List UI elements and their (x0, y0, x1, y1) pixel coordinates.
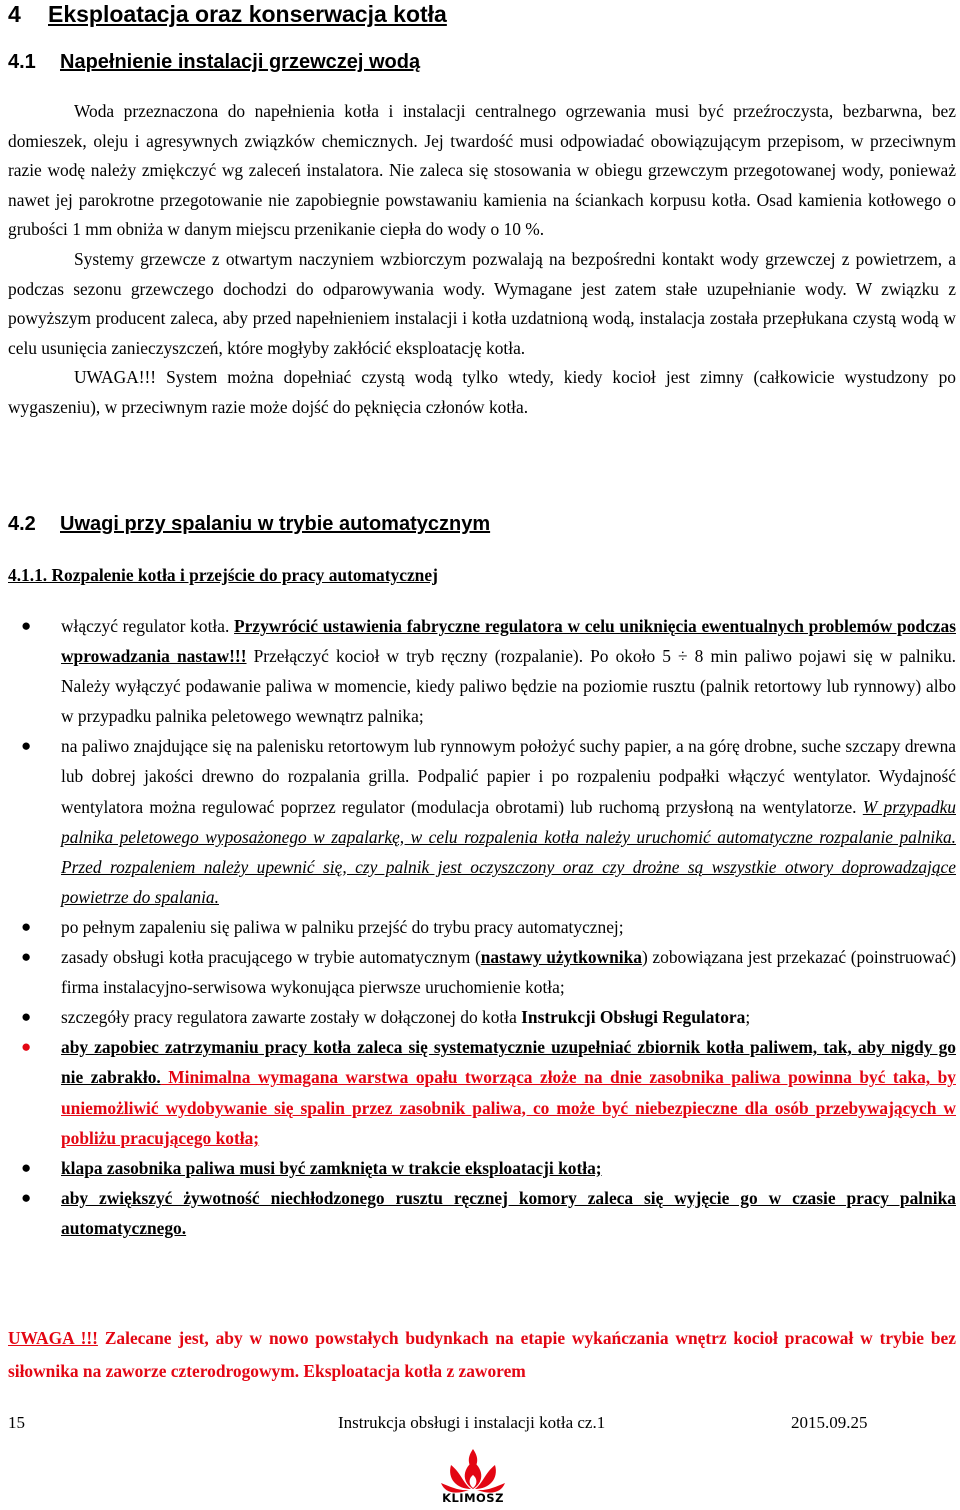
bullet-icon-red: ● (21, 1037, 32, 1057)
list-item: ● zasady obsługi kotła pracującego w trybie automatycznym (nastawy użytkownika) zobowiązana jest przekazać (poinstruować) firma instalacyjno-serwisowa wykonująca pierwsze uruchomienie kotła; (8, 942, 956, 1002)
bullet-icon: ● (21, 1007, 32, 1027)
page-number: 15 (8, 1413, 25, 1432)
warning-label: UWAGA !!! (8, 1328, 98, 1348)
subsection-heading-4-1 (8, 51, 420, 74)
section-number: 4 (8, 1, 21, 27)
section-title: Eksploatacja oraz konserwacja kotła (48, 1, 447, 27)
paragraph-water-quality: Woda przeznaczona do napełnienia kotła i instalacji centralnego ogrzewania musi być przeźroczysta, bezbarwna, bez domieszek, oleju i agresywnych związków chemicznych. Jej twardość musi odpowiadać obowiązującym przepisom, w przeciwnym razie wodę należy zmiękczyć wg zaleceń instalatora. Nie zaleca się stosowania w obiegu grzewczym przegotowanej wody, ponieważ nawet jej parokrotne przegotowanie nie zapobiegnie powstawaniu kamienia na ściankach korpusu kotła. Osad kamienia kotłowego o grubości 1 mm obniża w danym miejscu przenikanie ciepła do wody o 10 %. (8, 101, 956, 240)
klimosz-logo (433, 1447, 513, 1505)
bullet-icon: ● (21, 947, 32, 967)
list-item: ● po pełnym zapaleniu się paliwa w palniku przejść do trybu pracy automatycznej; (8, 912, 956, 942)
instruction-list (8, 611, 956, 1243)
bullet-icon: ● (21, 1187, 32, 1207)
footer-title: Instrukcja obsługi i instalacji kotła cz.1 (338, 1413, 606, 1432)
list-item: ● na paliwo znajdujące się na palenisku retortowym lub rynnowym położyć suchy papier, a na górę drobne, suche szczapy drewna lub dobrej jakości drewno do rozpalania grilla. Podpalić papier i po rozpaleniu podpałki włączyć wentylator. Wydajność wentylatora można regulować poprzez regulator (modulacja obrotami) lub ruchomą przysłoną na wentylatorze. W przypadku palnika peletowego wyposażonego w zapalarkę, w celu rozpalenia kotła należy uruchomić automatyczne rozpalanie palnika. Przed rozpaleniem należy upewnić się, czy palnik jest oczyszczony oraz czy drożne są wszystkie otwory doprowadzające powietrze do spalania. (8, 731, 956, 912)
subsubsection-heading: 4.1.1. Rozpalenie kotła i przejście do pracy automatycznej (8, 565, 438, 585)
bullet-icon: ● (21, 1157, 32, 1177)
footer-date: 2015.09.25 (791, 1413, 868, 1432)
list-item: ● szczegóły pracy regulatora zawarte zostały w dołączonej do kotła Instrukcji Obsługi Regulatora; (8, 1002, 956, 1032)
list-item: ● aby zapobiec zatrzymaniu pracy kotła zaleca się systematycznie uzupełniać zbiornik kotła paliwem, tak, aby nigdy go nie zabrakło. Minimalna wymagana warstwa opału tworząca złoże na dnie zasobnika paliwa powinna być taka, by uniemożliwić wydobywanie się spalin przez zasobnik paliwa, co może być niebezpieczne dla osób przebywających w pobliżu pracującego kotła; (8, 1032, 956, 1152)
subsection-title: Uwagi przy spalaniu w trybie automatycznym (60, 513, 491, 535)
list-item: ● klapa zasobnika paliwa musi być zamknięta w trakcie eksploatacji kotła; (8, 1153, 956, 1183)
bullet-icon: ● (21, 916, 32, 936)
subsection-number: 4.2 (8, 513, 36, 535)
subsection-heading-4-2 (8, 513, 490, 536)
section-heading (8, 1, 447, 28)
warning-label: UWAGA!!! (74, 367, 157, 388)
final-warning: UWAGA !!! Zalecane jest, aby w nowo powstałych budynkach na etapie wykańczania wnętrz kocioł pracował w trybie bez siłownika na zaworze czterodrogowym. Eksploatacja kotła z zaworem (8, 1328, 956, 1381)
water-section-body (8, 97, 956, 423)
bullet-icon: ● (21, 616, 32, 635)
list-item: ● aby zwiększyć żywotność niechłodzonego rusztu ręcznej komory zaleca się wyjęcie go w czasie pracy palnika automatycznego. (8, 1183, 956, 1243)
subsection-title: Napełnienie instalacji grzewczej wodą (60, 51, 421, 73)
list-item: ● włączyć regulator kotła. Przywrócić ustawienia fabryczne regulatora w celu uniknięcia ewentualnych problemów podczas wprowadzania nastaw!!! Przełączyć kocioł w tryb ręczny (rozpalanie). Po około 5 ÷ 8 min paliwo pojawi się w palniku. Należy wyłączyć podawanie paliwa w momencie, kiedy paliwo będzie na poziomie rusztu (palnik retortowy lub rynnowy) albo w przypadku palnika peletowego wewnątrz palnika; (8, 611, 956, 731)
paragraph-open-systems: Systemy grzewcze z otwartym naczyniem wzbiorczym pozwalają na bezpośredni kontakt wody grzewczej z powietrzem, a podczas sezonu grzewczego dochodzi do odparowywania wody. Wymagane jest zatem stałe uzupełnianie wody. W związku z powyższym producent zaleca, aby przed napełnieniem instalacji i kotła uzdatnioną wodą, instalacja została przepłukana czystą wodą w celu usunięcia zanieczyszczeń, które mogłyby zakłócić eksploatację kotła. (8, 248, 956, 358)
paragraph-warning-refill: UWAGA!!! System można dopełniać czystą wodą tylko wtedy, kiedy kocioł jest zimny (całkowicie wystudzony po wygaszeniu), w przeciwnym razie może dojść do pęknięcia członów kotła. (8, 367, 956, 417)
bullet-icon: ● (21, 736, 32, 756)
subsection-number: 4.1 (8, 51, 36, 73)
logo-text: KLIMOSZ (442, 1491, 504, 1505)
